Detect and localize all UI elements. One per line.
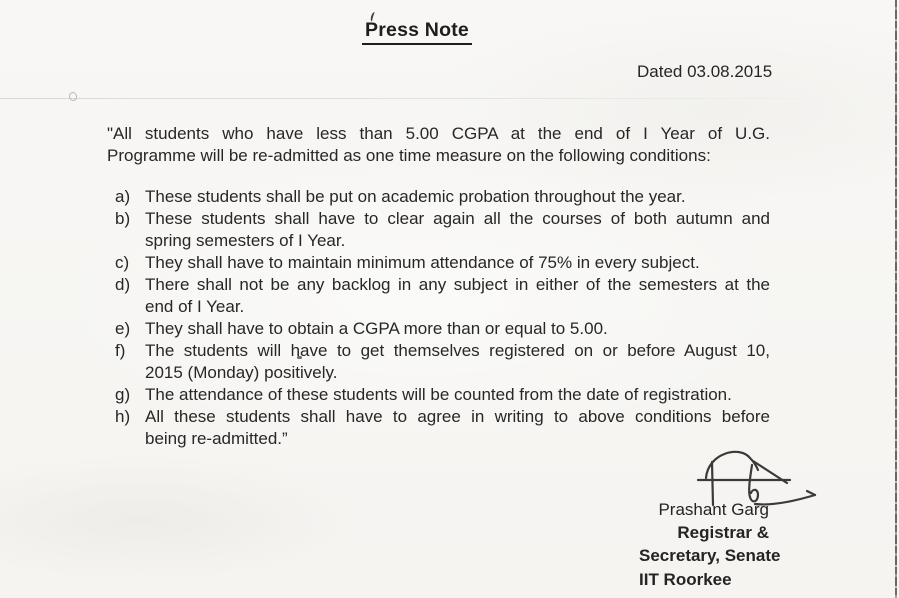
condition-item-e [107,318,770,340]
condition-text: These students shall have to clear again all the courses of both autumn and [145,209,770,229]
scan-speck [68,91,78,102]
condition-text: They shall have to maintain minimum attendance of 75% in every subject. [145,253,700,273]
conditions-list [107,186,770,450]
condition-label: d) [115,275,131,295]
condition-item-a [107,186,770,208]
condition-item-g [107,384,770,406]
condition-text: All these students shall have to agree in writing to above conditions before [145,407,770,427]
condition-label: a) [115,187,131,207]
condition-label: f) [115,341,126,361]
condition-label: g) [115,385,131,405]
condition-text: These students shall be put on academic probation throughout the year. [145,187,686,207]
scan-edge-line [895,0,897,598]
scan-horizontal-artifact-line [0,98,866,99]
condition-text: end of I Year. [145,297,245,317]
condition-text: 2015 (Monday) positively. [145,363,338,383]
intro-paragraph [107,123,770,166]
condition-label: h) [115,407,131,427]
condition-text: The attendance of these students will be counted from the date of registration. [145,385,732,405]
intro-line: Programme will be re-admitted as one time measure on the following conditions: [107,145,711,165]
signatory-role-line: Secretary, Senate [639,546,781,566]
date-line: Dated 03.08.2015 [637,62,773,81]
condition-item-c [107,252,770,274]
condition-text: being re-admitted.” [145,429,288,449]
condition-label: b) [115,209,131,229]
signature-block [639,498,781,591]
condition-label: c) [115,253,130,273]
condition-label: e) [115,319,131,339]
condition-text: spring semesters of I Year. [145,231,346,251]
signatory-org-line: IIT Roorkee [639,569,732,589]
title-row [0,19,834,45]
condition-text: The students will have to get themselves registered on or before August 10, [145,341,770,361]
signatory-role-line: Registrar & [677,523,769,543]
document-body [107,123,770,450]
signatory-name: Prashant Garg [658,500,769,519]
condition-text: There shall not be any backlog in any subject in either of the semesters at the [145,275,770,295]
condition-text: They shall have to obtain a CGPA more than or equal to 5.00. [145,319,608,339]
condition-item-b [107,208,770,252]
condition-item-d [107,274,770,318]
page-title: Press Note [362,19,472,45]
intro-line: "All students who have less than 5.00 CGPA at the end of I Year of U.G. [107,124,770,143]
condition-item-f [107,340,770,384]
condition-item-h [107,406,770,450]
